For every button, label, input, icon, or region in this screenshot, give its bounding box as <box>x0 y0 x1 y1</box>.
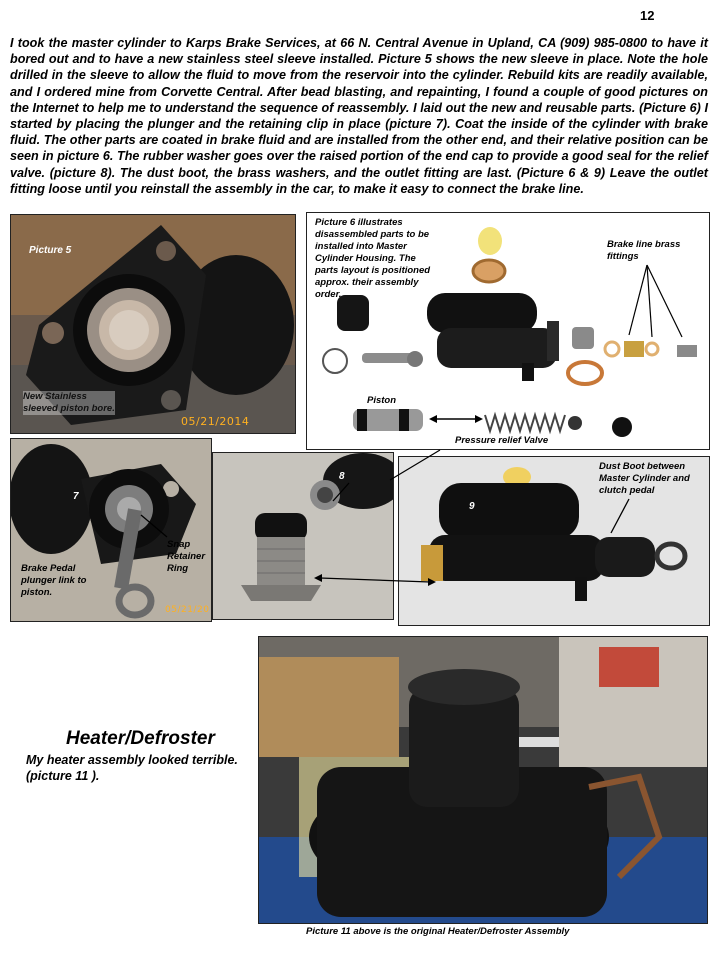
plunger-link-label: Brake Pedal plunger link to piston. <box>21 563 87 598</box>
arrowhead-left <box>314 574 322 582</box>
picture-5-date-stamp: 05/21/2014 <box>181 415 250 428</box>
pressure-relief-valve-label: Pressure relief Valve <box>455 435 549 446</box>
picture-8-number: 8 <box>339 471 345 482</box>
heater-text: My heater assembly looked terrible. (picture 11 ). <box>26 753 238 783</box>
arrowhead-right <box>428 578 436 586</box>
picture-9-connector <box>320 578 430 582</box>
dust-boot-label: Dust Boot between Master Cylinder and clutch pedal <box>599 461 690 496</box>
picture-7-number: 7 <box>73 491 79 502</box>
heater-title: Heater/Defroster <box>66 728 215 749</box>
picture-11-image <box>259 637 707 923</box>
picture-11-photo <box>258 636 708 924</box>
snap-retainer-ring-label: Snap Retainer Ring <box>167 539 206 574</box>
intro-paragraph: I took the master cylinder to Karps Brake Services, at 66 N. Central Avenue in Upland, CA (909) 985-0800 to have it bored out and to have a new stainless steel sleeve installed. Picture 5 shows the new sleeve in place. Note the hole drilled in the sleeve to allow the fluid to move from the reservoir into the cylinder. Rebuild kits are readily available, and I ordered mine from Corvette Central. After bead blasting, and repainting, I found a couple of good pictures on the Internet to help me to understand the sequence of reassembly. I laid out the new and reusable parts. (Picture 6) I started by placing the plunger and the retaining clip in place (picture 7). Coat the inside of the cylinder with brake fluid. The other parts are coated in brake fluid and are installed from the other end, and their relative position can be seen in picture 6. The rubber washer goes over the raised portion of the end cap to provide a good seal for the relief valve. (picture 8). The dust boot, the brass washers, and the outlet fitting are last. (Picture 6 & 9) Leave the outlet fitting loose until you reinstall the assembly in the car, to make it easy to connect the brake line. <box>10 36 708 196</box>
brake-line-fittings-label: Brake line brass fittings <box>607 239 681 262</box>
piston-label: Piston <box>367 395 397 406</box>
picture-8-connector <box>390 450 440 480</box>
picture-11-caption: Picture 11 above is the original Heater/Defroster Assembly <box>306 926 570 937</box>
picture-7-date-stamp: 05/21/20 <box>165 605 210 615</box>
picture-6-caption: Picture 6 illustrates disassembled parts to be installed into Master Cylinder Housing. The parts layout is positioned approx. their assembly order. <box>315 217 431 300</box>
page-number: 12 <box>640 8 655 23</box>
picture-5-label: Picture 5 <box>29 245 72 256</box>
picture-5-caption: New Stainless sleeved piston bore. <box>23 391 115 414</box>
picture-9-number: 9 <box>469 501 475 512</box>
